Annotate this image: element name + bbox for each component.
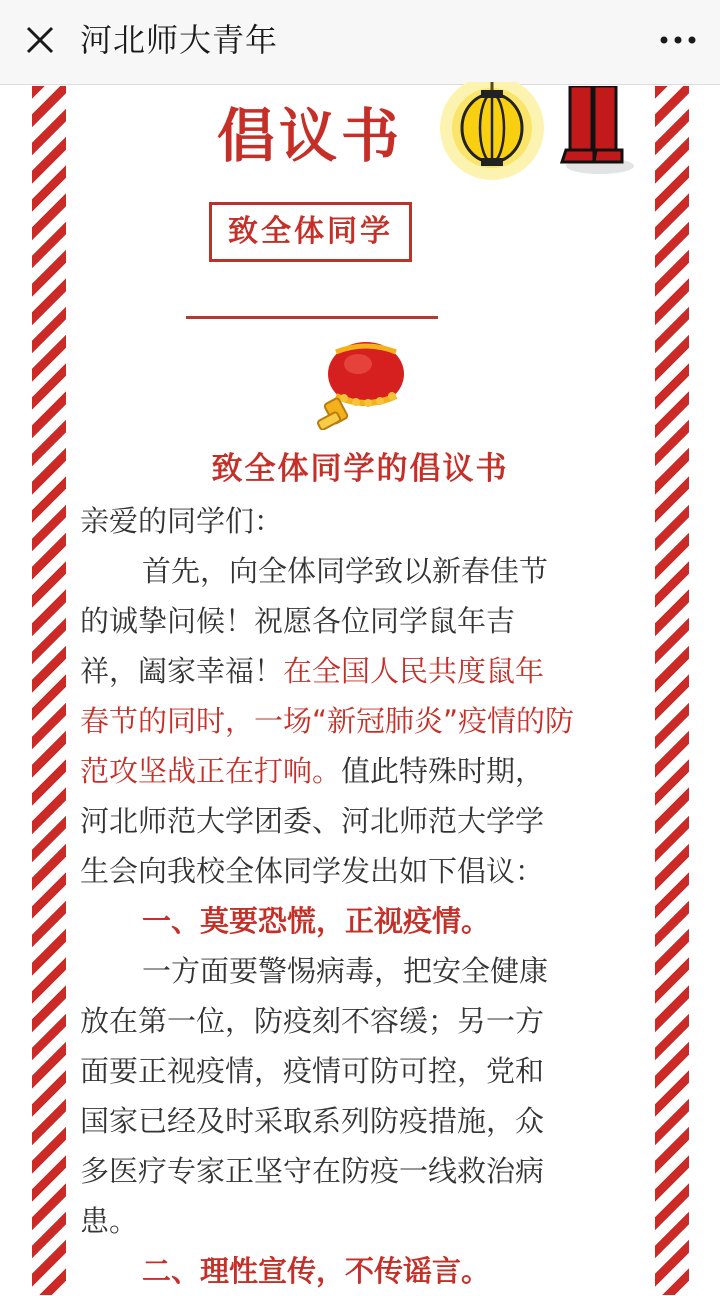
more-dots-icon[interactable] xyxy=(656,24,700,56)
page-title: 河北师大青年 xyxy=(80,21,279,59)
recipient-label: 致全体同学 xyxy=(228,214,393,249)
paragraph-2-line-2: 放在第一位，防疫刻不容缓；另一方 xyxy=(80,1004,545,1038)
figure-feet-icon xyxy=(556,86,636,180)
article-body xyxy=(80,496,640,1296)
recipient-box xyxy=(209,202,412,262)
paragraph-2-line-1: 一方面要警惕病毒，把安全健康 xyxy=(142,954,549,988)
text-run: 值此特殊时期， xyxy=(341,754,545,788)
section-heading-1: 一、莫要恐慌，正视疫情。 xyxy=(142,904,491,938)
paragraph-2-line-5: 多医疗专家正坚守在防疫一线救治病 xyxy=(80,1154,545,1188)
letter-subtitle: 致全体同学的倡议书 xyxy=(211,451,509,487)
red-lantern-icon xyxy=(314,334,410,430)
text-run: 首先，向全体同学致以新春佳节 xyxy=(142,554,549,588)
paragraph-1-line-4: 春节的同时，一场“新冠肺炎”疫情的防 xyxy=(80,704,575,738)
left-stripe-border xyxy=(32,86,66,1295)
paragraph-1-line-2: 的诚挚问候！祝愿各位同学鼠年吉 xyxy=(80,604,516,638)
top-nav-bar xyxy=(0,0,720,85)
text-run: 祥，阖家幸福！ xyxy=(80,654,284,688)
section-heading-2: 二、理性宣传，不传谣言。 xyxy=(142,1254,491,1288)
paragraph-1-line-1 xyxy=(80,546,640,596)
close-icon[interactable] xyxy=(22,22,58,58)
paragraph-1-line-6: 河北师范大学团委、河北师范大学学 xyxy=(80,804,545,838)
greeting: 亲爱的同学们： xyxy=(80,504,284,538)
paragraph-2-line-6: 患。 xyxy=(80,1204,139,1238)
paragraph-2-line-3: 面要正视疫情，疫情可防可控，党和 xyxy=(80,1054,545,1088)
paragraph-1-line-5 xyxy=(80,746,640,796)
paragraph-1-line-7: 生会向我校全体同学发出如下倡议： xyxy=(80,854,545,888)
highlighted-text: 在全国人民共度鼠年 xyxy=(283,654,545,688)
paragraph-1-line-3 xyxy=(80,646,640,696)
headline: 倡议书 xyxy=(216,102,403,170)
yellow-lantern-icon xyxy=(437,82,547,182)
right-stripe-border xyxy=(655,86,689,1295)
paragraph-2-line-4: 国家已经及时采取系列防疫措施，众 xyxy=(80,1104,545,1138)
divider-line xyxy=(186,316,438,319)
highlighted-text: 范攻坚战正在打响。 xyxy=(80,754,342,788)
